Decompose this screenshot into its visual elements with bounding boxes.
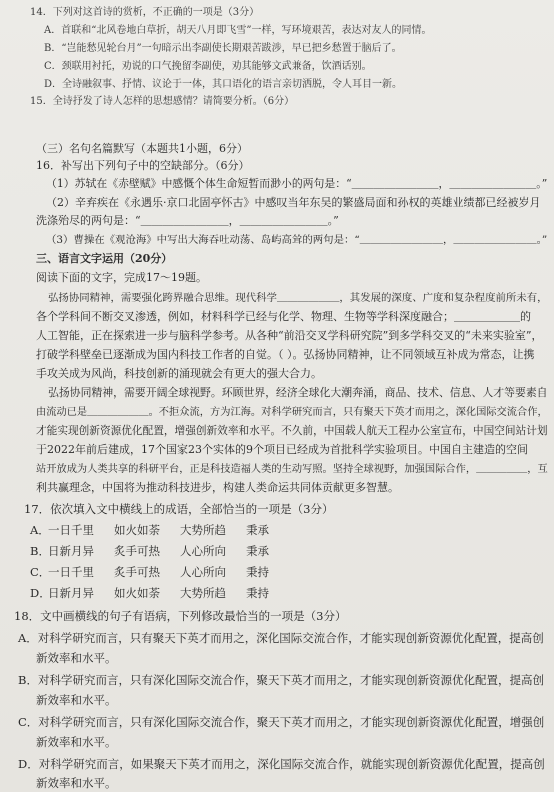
option-word: 日新月异	[48, 544, 94, 558]
option-word: 秉承	[246, 544, 269, 558]
q18-option-b: B．对科学研究而言，只有深化国际交流合作，聚天下英才而用之，才能实现创新资源优化配置，提高创	[18, 673, 544, 687]
option-word: 如火如荼	[114, 523, 160, 537]
q16-stem: 16．补写出下列句子中的空缺部分。（6分）	[36, 159, 250, 172]
passage-line: 站开放成为人类共享的科研平台，正是科技造福人类的生动写照。坚持全球视野，加强国际合作，＿＿＿＿＿，互	[36, 463, 548, 475]
q16-part-1: （1）苏轼在《赤壁赋》中感慨个体生命短暂而渺小的两句是：“＿＿＿＿＿＿＿＿，＿＿＿＿＿＿＿＿。”	[46, 177, 548, 190]
q18-option-a: A．对科学研究而言，只有聚天下英才而用之，深化国际交流合作，才能实现创新资源优化配置，提高创	[18, 631, 544, 645]
q18-option-c: C．对科学研究而言，只有深化国际交流合作，聚天下英才而用之，才能实现创新资源优化配置，增强创	[18, 715, 545, 729]
passage-line: 各个学科间不断交叉渗透，例如，材料科学已经与化学、物理、生物等学科深度融合；＿＿＿＿＿＿的	[36, 310, 531, 323]
passage-line: 弘扬协同精神，需要强化跨界融合思维。现代科学＿＿＿＿＿＿，其发展的深度、广度和复杂程度前所未有，	[48, 292, 548, 304]
q17-option-d	[30, 585, 312, 601]
q18-stem: 18．文中画横线的句子有语病，下列修改最恰当的一项是（3分）	[14, 609, 347, 623]
q14-option-b: B．“岂能愁见轮台月”一句暗示出李副使长期艰苦跋涉，早已把乡愁置于脑后了。	[44, 43, 402, 54]
q14-option-c: C．颈联用衬托，劝说的口气挽留李副使，劝其能够文武兼备，饮酒话别。	[44, 61, 372, 72]
q18-option-d-cont: 新效率和水平。	[36, 776, 117, 790]
option-word: 如火如荼	[114, 586, 160, 600]
section-3-heading: （三）名句名篇默写（本题共1小题，6分）	[36, 142, 248, 155]
option-word: 日新月异	[48, 586, 94, 600]
option-key: D．	[30, 586, 51, 600]
passage-line: 手攻关成为风尚，科技创新的涌现就会有更大的强大合力。	[36, 367, 322, 380]
q15-stem: 15．全诗抒发了诗人怎样的思想感情？请简要分析。（6分）	[30, 96, 295, 107]
option-word: 秉承	[246, 523, 269, 537]
q14-option-a: A．首联和“北风卷地白草折，胡天八月即飞雪”一样，写环境艰苦，表达对友人的同情。	[44, 25, 432, 36]
passage-line: 于2022年前后建成，17个国家23个实体的9个项目已经成为首批科学实验项目。中国自主建造的空间	[36, 443, 528, 456]
q14-stem: 14．下列对这首诗的赏析，不正确的一项是（3分）	[30, 7, 260, 18]
q16-part-3: （3）曹操在《观沧海》中写出大海吞吐动荡、岛屿高耸的两句是：“＿＿＿＿＿＿＿＿，＿＿＿＿＿＿＿＿。”	[46, 234, 548, 246]
option-word: 一日千里	[48, 565, 94, 579]
reading-intro: 阅读下面的文字，完成17～19题。	[36, 271, 207, 284]
option-key: C．	[30, 565, 51, 579]
q18-option-a-cont: 新效率和水平。	[36, 651, 117, 665]
q16-part-2: （2）辛弃疾在《永遇乐·京口北固亭怀古》中感叹当年东吴的繁盛局面和孙权的英雄业绩都已经被岁月	[46, 196, 541, 209]
option-word: 炙手可热	[114, 544, 160, 558]
passage-line: 弘扬协同精神，需要开阔全球视野。环顾世界，经济全球化大潮奔涌，商品、技术、信息、人才等要素自	[48, 386, 548, 399]
q17-stem: 17．依次填入文中横线上的成语，全部恰当的一项是（3分）	[24, 502, 334, 516]
option-word: 大势所趋	[180, 523, 226, 537]
option-word: 秉持	[246, 586, 269, 600]
q18-option-c-cont: 新效率和水平。	[36, 735, 117, 749]
passage-line: 打破学科壁垒已逐渐成为国内科技工作者的自觉。（ ）。弘扬协同精神，让不同领域互补成为常态，让携	[36, 348, 535, 361]
passage-line: 人工智能，正在探索进一步与脑科学参考。从各种“前沿交叉学科研究院”到多学科交叉的“未来实验室”，	[36, 329, 543, 342]
option-key: A．	[30, 523, 50, 537]
q17-option-b	[30, 543, 312, 559]
q14-option-d: D．全诗融叙事、抒情、议论于一体，其口语化的语言亲切洒脱，令人耳目一新。	[44, 79, 403, 90]
q17-option-c	[30, 564, 312, 580]
option-word: 大势所趋	[180, 586, 226, 600]
option-word: 人心所向	[180, 544, 226, 558]
option-word: 一日千里	[48, 523, 94, 537]
q18-option-d: D．对科学研究而言，如果聚天下英才而用之，深化国际交流合作，就能实现创新资源优化配置，提高创	[18, 757, 545, 771]
option-key: B．	[30, 544, 50, 558]
passage-line: 利共赢理念，中国将为推动科技进步，构建人类命运共同体贡献更多智慧。	[36, 481, 399, 494]
language-section-heading: 三、语言文字运用（20分）	[36, 252, 173, 265]
q17-option-a	[30, 522, 312, 538]
q18-option-b-cont: 新效率和水平。	[36, 693, 117, 707]
q16-part-2-cont: 洗涤殆尽的两句是：“＿＿＿＿＿＿＿＿，＿＿＿＿＿＿＿＿。”	[36, 214, 339, 227]
option-word: 人心所向	[180, 565, 226, 579]
option-word: 秉持	[246, 565, 269, 579]
option-word: 炙手可热	[114, 565, 160, 579]
passage-line: 由流动已是＿＿＿＿＿＿。不拒众流，方为江海。对科学研究而言，只有聚天下英才而用之，深化国际交流合作，	[36, 406, 548, 418]
passage-line: 才能实现创新资源优化配置，增强创新效率和水平。不久前，中国载人航天工程办公室宣布，中国空间站计划	[36, 424, 548, 437]
